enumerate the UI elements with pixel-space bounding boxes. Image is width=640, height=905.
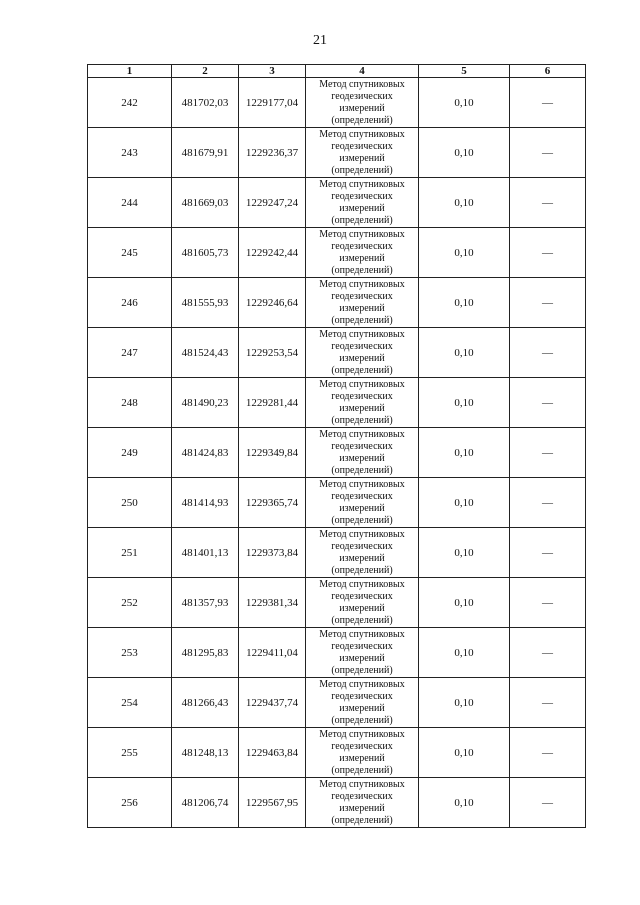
y-coordinate-cell: 1229177,04 xyxy=(239,78,306,128)
table-row xyxy=(88,678,586,728)
accuracy-cell: 0,10 xyxy=(419,528,510,578)
y-coordinate-cell: 1229437,74 xyxy=(239,678,306,728)
table-row xyxy=(88,328,586,378)
point-number-cell: 247 xyxy=(88,328,172,378)
column-header: 2 xyxy=(172,65,239,78)
table-row xyxy=(88,278,586,328)
method-cell: Метод спутниковых геодезических измерений (определений) xyxy=(306,128,419,178)
column-header: 1 xyxy=(88,65,172,78)
table-row xyxy=(88,378,586,428)
coordinates-table xyxy=(87,64,586,828)
y-coordinate-cell: 1229567,95 xyxy=(239,778,306,828)
point-number-cell: 251 xyxy=(88,528,172,578)
accuracy-cell: 0,10 xyxy=(419,128,510,178)
y-coordinate-cell: 1229411,04 xyxy=(239,628,306,678)
accuracy-cell: 0,10 xyxy=(419,78,510,128)
table-row xyxy=(88,428,586,478)
y-coordinate-cell: 1229236,37 xyxy=(239,128,306,178)
x-coordinate-cell: 481401,13 xyxy=(172,528,239,578)
method-cell: Метод спутниковых геодезических измерений (определений) xyxy=(306,628,419,678)
x-coordinate-cell: 481605,73 xyxy=(172,228,239,278)
table-header-row xyxy=(88,65,586,78)
description-cell: — xyxy=(510,228,586,278)
point-number-cell: 255 xyxy=(88,728,172,778)
point-number-cell: 244 xyxy=(88,178,172,228)
x-coordinate-cell: 481679,91 xyxy=(172,128,239,178)
y-coordinate-cell: 1229246,64 xyxy=(239,278,306,328)
table-row xyxy=(88,228,586,278)
x-coordinate-cell: 481424,83 xyxy=(172,428,239,478)
method-cell: Метод спутниковых геодезических измерений (определений) xyxy=(306,228,419,278)
description-cell: — xyxy=(510,428,586,478)
accuracy-cell: 0,10 xyxy=(419,628,510,678)
y-coordinate-cell: 1229373,84 xyxy=(239,528,306,578)
method-cell: Метод спутниковых геодезических измерений (определений) xyxy=(306,278,419,328)
x-coordinate-cell: 481702,03 xyxy=(172,78,239,128)
accuracy-cell: 0,10 xyxy=(419,278,510,328)
accuracy-cell: 0,10 xyxy=(419,228,510,278)
method-cell: Метод спутниковых геодезических измерений (определений) xyxy=(306,78,419,128)
x-coordinate-cell: 481490,23 xyxy=(172,378,239,428)
description-cell: — xyxy=(510,328,586,378)
y-coordinate-cell: 1229281,44 xyxy=(239,378,306,428)
point-number-cell: 252 xyxy=(88,578,172,628)
x-coordinate-cell: 481414,93 xyxy=(172,478,239,528)
column-header: 5 xyxy=(419,65,510,78)
accuracy-cell: 0,10 xyxy=(419,478,510,528)
table-row xyxy=(88,778,586,828)
column-header: 3 xyxy=(239,65,306,78)
point-number-cell: 245 xyxy=(88,228,172,278)
description-cell: — xyxy=(510,278,586,328)
accuracy-cell: 0,10 xyxy=(419,178,510,228)
table-row xyxy=(88,528,586,578)
table-row xyxy=(88,478,586,528)
description-cell: — xyxy=(510,78,586,128)
x-coordinate-cell: 481555,93 xyxy=(172,278,239,328)
column-header: 6 xyxy=(510,65,586,78)
x-coordinate-cell: 481266,43 xyxy=(172,678,239,728)
description-cell: — xyxy=(510,378,586,428)
method-cell: Метод спутниковых геодезических измерений (определений) xyxy=(306,478,419,528)
accuracy-cell: 0,10 xyxy=(419,378,510,428)
description-cell: — xyxy=(510,678,586,728)
point-number-cell: 246 xyxy=(88,278,172,328)
description-cell: — xyxy=(510,728,586,778)
point-number-cell: 248 xyxy=(88,378,172,428)
point-number-cell: 243 xyxy=(88,128,172,178)
y-coordinate-cell: 1229247,24 xyxy=(239,178,306,228)
point-number-cell: 242 xyxy=(88,78,172,128)
method-cell: Метод спутниковых геодезических измерений (определений) xyxy=(306,178,419,228)
description-cell: — xyxy=(510,578,586,628)
method-cell: Метод спутниковых геодезических измерений (определений) xyxy=(306,728,419,778)
x-coordinate-cell: 481295,83 xyxy=(172,628,239,678)
x-coordinate-cell: 481206,74 xyxy=(172,778,239,828)
table-body xyxy=(88,78,586,828)
table-row xyxy=(88,128,586,178)
y-coordinate-cell: 1229242,44 xyxy=(239,228,306,278)
table-row xyxy=(88,578,586,628)
table-row xyxy=(88,728,586,778)
table-row xyxy=(88,628,586,678)
accuracy-cell: 0,10 xyxy=(419,778,510,828)
y-coordinate-cell: 1229349,84 xyxy=(239,428,306,478)
accuracy-cell: 0,10 xyxy=(419,428,510,478)
description-cell: — xyxy=(510,528,586,578)
point-number-cell: 254 xyxy=(88,678,172,728)
point-number-cell: 253 xyxy=(88,628,172,678)
accuracy-cell: 0,10 xyxy=(419,328,510,378)
table-row xyxy=(88,78,586,128)
point-number-cell: 250 xyxy=(88,478,172,528)
description-cell: — xyxy=(510,478,586,528)
y-coordinate-cell: 1229365,74 xyxy=(239,478,306,528)
point-number-cell: 249 xyxy=(88,428,172,478)
x-coordinate-cell: 481357,93 xyxy=(172,578,239,628)
x-coordinate-cell: 481248,13 xyxy=(172,728,239,778)
method-cell: Метод спутниковых геодезических измерений (определений) xyxy=(306,578,419,628)
y-coordinate-cell: 1229381,34 xyxy=(239,578,306,628)
page-number: 21 xyxy=(313,33,327,48)
table-row xyxy=(88,178,586,228)
point-number-cell: 256 xyxy=(88,778,172,828)
description-cell: — xyxy=(510,628,586,678)
method-cell: Метод спутниковых геодезических измерений (определений) xyxy=(306,778,419,828)
x-coordinate-cell: 481669,03 xyxy=(172,178,239,228)
accuracy-cell: 0,10 xyxy=(419,678,510,728)
description-cell: — xyxy=(510,178,586,228)
description-cell: — xyxy=(510,128,586,178)
description-cell: — xyxy=(510,778,586,828)
y-coordinate-cell: 1229253,54 xyxy=(239,328,306,378)
accuracy-cell: 0,10 xyxy=(419,728,510,778)
method-cell: Метод спутниковых геодезических измерений (определений) xyxy=(306,428,419,478)
method-cell: Метод спутниковых геодезических измерений (определений) xyxy=(306,378,419,428)
method-cell: Метод спутниковых геодезических измерений (определений) xyxy=(306,528,419,578)
x-coordinate-cell: 481524,43 xyxy=(172,328,239,378)
method-cell: Метод спутниковых геодезических измерений (определений) xyxy=(306,328,419,378)
method-cell: Метод спутниковых геодезических измерений (определений) xyxy=(306,678,419,728)
accuracy-cell: 0,10 xyxy=(419,578,510,628)
column-header: 4 xyxy=(306,65,419,78)
y-coordinate-cell: 1229463,84 xyxy=(239,728,306,778)
